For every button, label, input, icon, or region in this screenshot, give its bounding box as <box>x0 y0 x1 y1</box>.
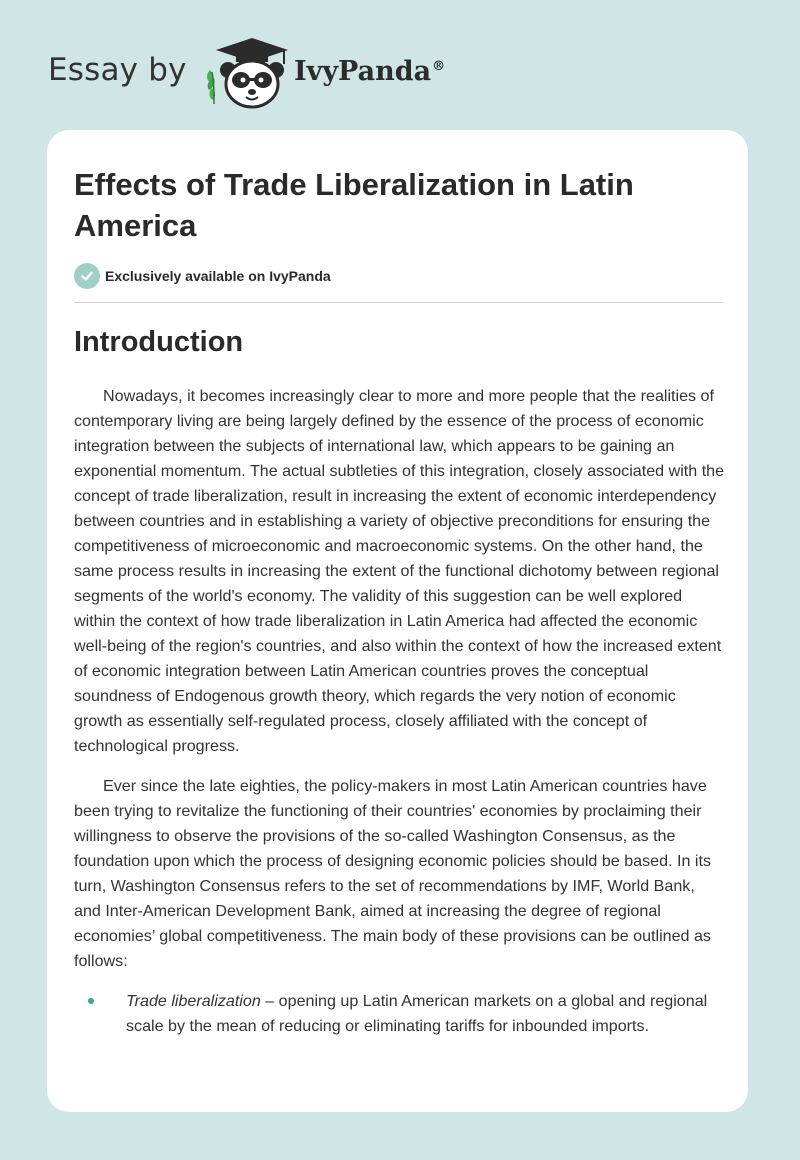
section-heading: Introduction <box>74 326 244 358</box>
check-circle-icon <box>74 263 100 289</box>
brand-name-text: IvyPanda <box>294 56 432 87</box>
exclusive-badge <box>74 263 331 289</box>
article-card <box>47 130 748 1112</box>
divider <box>74 302 723 303</box>
list-item-text: – opening up Latin American markets on a global and regional scale by the mean of reducing or eliminating tariffs for inbounded imports. <box>126 992 708 1035</box>
list-item <box>126 989 726 1039</box>
brand-name[interactable] <box>294 56 445 87</box>
bullet-icon <box>88 998 94 1004</box>
article-body <box>74 384 726 1039</box>
paragraph: Nowadays, it becomes increasingly clear to more and more people that the realities of contemporary living are being largely defined by the essence of the process of economic integration between the subjects of international law, which appears to be gaining an exponential momentum. The actual subtleties of this integration, closely associated with the concept of trade liberalization, result in increasing the extent of economic interdependency between countries and in establishing a variety of objective preconditions for ensuring the competitiveness of microeconomic and macroeconomic systems. On the other hand, the same process results in increasing the extent of the functional dichotomy between regional segments of the world's economy. The validity of this suggestion can be well explored within the context of how trade liberalization in Latin America had affected the economic well-being of the region's countries, and also within the context of how the increased extent of economic integration between Latin American countries proves the conceptual soundness of Endogenous growth theory, which regards the very notion of economic growth as essentially self-regulated process, closely affiliated with the concept of technological progress. <box>74 387 725 755</box>
provisions-list <box>74 989 726 1039</box>
paragraph: Ever since the late eighties, the policy-makers in most Latin American countries have been trying to revitalize the functioning of their countries' economies by proclaiming their willingness to observe the provisions of the so-called Washington Consensus, as the foundation upon which the process of designing economic policies should be based. In its turn, Washington Consensus refers to the set of recommendations by IMF, World Bank, and Inter-American Development Bank, aimed at increasing the degree of regional economies’ global competitiveness. The main body of these provisions can be outlined as follows: <box>74 777 712 970</box>
list-item-term: Trade liberalization <box>126 992 261 1010</box>
registered-mark: ® <box>432 59 446 74</box>
site-header <box>48 30 508 110</box>
exclusive-label: Exclusively available on IvyPanda <box>105 268 331 284</box>
essay-by-label: Essay by <box>48 52 187 88</box>
page-title: Effects of Trade Liberalization in Latin America <box>74 167 634 243</box>
panda-graduate-icon <box>200 34 290 110</box>
